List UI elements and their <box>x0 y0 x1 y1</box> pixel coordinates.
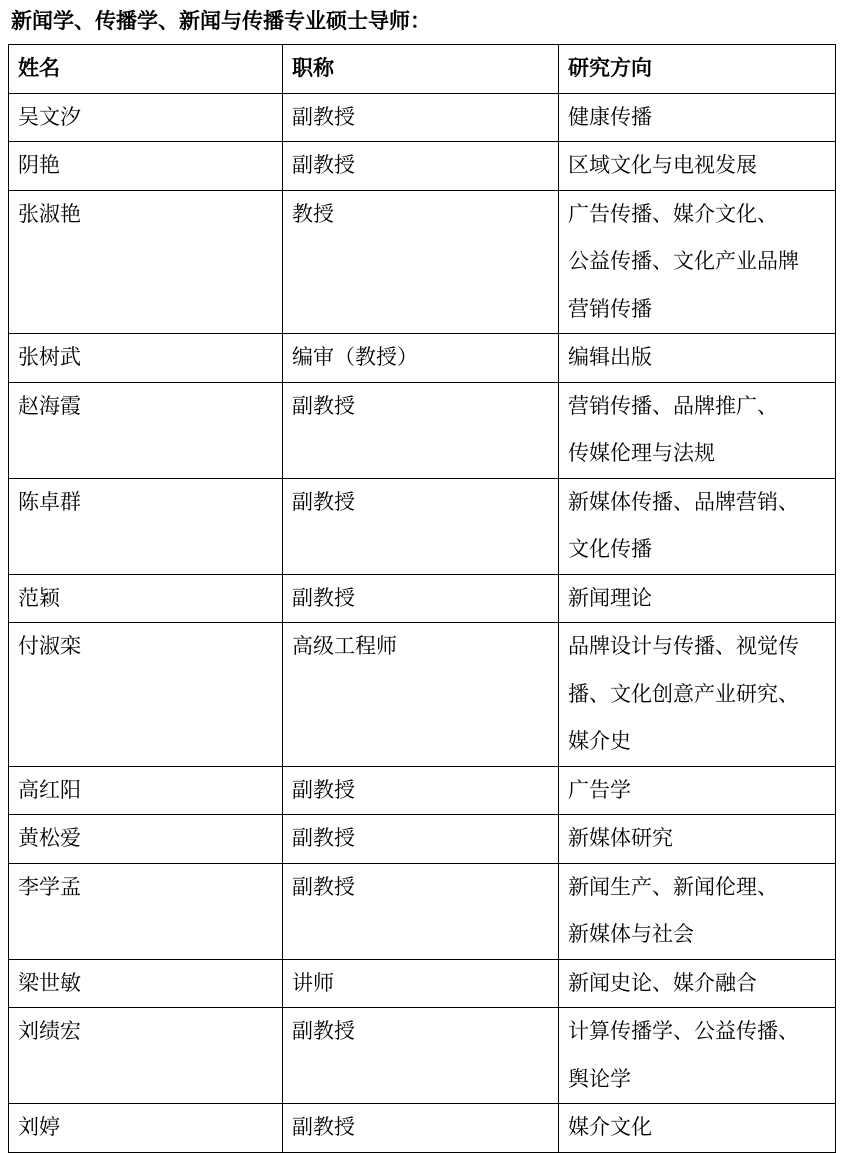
table-row <box>9 1008 836 1104</box>
research-line: 健康传播 <box>568 104 652 129</box>
cell-research <box>559 190 836 334</box>
research-line: 新媒体传播、品牌营销、 <box>568 489 799 514</box>
document-title: 新闻学、传播学、新闻与传播专业硕士导师： <box>11 9 431 33</box>
cell-name: 张淑艳 <box>9 190 283 334</box>
table-body <box>9 93 836 1152</box>
research-line: 舆论学 <box>568 1066 631 1091</box>
cell-title: 教授 <box>283 190 559 334</box>
cell-research <box>559 1104 836 1153</box>
table-row <box>9 93 836 142</box>
cell-title: 讲师 <box>283 959 559 1008</box>
cell-name: 阴艳 <box>9 142 283 191</box>
cell-name: 黄松爱 <box>9 815 283 864</box>
cell-research <box>559 93 836 142</box>
cell-name: 吴文汐 <box>9 93 283 142</box>
research-line: 媒介史 <box>568 729 631 753</box>
cell-title: 副教授 <box>283 382 559 478</box>
cell-name: 赵海霞 <box>9 382 283 478</box>
table-row <box>9 478 836 574</box>
research-line: 新闻生产、新闻伦理、 <box>568 874 778 899</box>
cell-title: 副教授 <box>283 815 559 864</box>
cell-research <box>559 478 836 574</box>
cell-title: 副教授 <box>283 1104 559 1153</box>
header-name: 姓名 <box>9 45 283 94</box>
cell-name: 陈卓群 <box>9 478 283 574</box>
faculty-table <box>8 44 836 1153</box>
cell-title: 副教授 <box>283 142 559 191</box>
table-row <box>9 1104 836 1153</box>
research-line: 传媒伦理与法规 <box>568 441 715 465</box>
cell-title: 副教授 <box>283 93 559 142</box>
cell-title: 副教授 <box>283 478 559 574</box>
table-row <box>9 574 836 623</box>
research-line: 新闻史论、媒介融合 <box>568 970 757 995</box>
cell-research <box>559 959 836 1008</box>
cell-research <box>559 382 836 478</box>
cell-title: 高级工程师 <box>283 623 559 767</box>
table-row <box>9 142 836 191</box>
cell-title: 副教授 <box>283 574 559 623</box>
research-line: 品牌设计与传播、视觉传 <box>568 634 799 658</box>
cell-name: 张树武 <box>9 334 283 383</box>
table-row <box>9 623 836 767</box>
research-line: 营销传播 <box>568 296 652 321</box>
cell-research <box>559 815 836 864</box>
cell-name: 范颖 <box>9 574 283 623</box>
research-line: 广告学 <box>568 777 631 802</box>
research-line: 文化传播 <box>568 537 652 561</box>
cell-name: 刘绩宏 <box>9 1008 283 1104</box>
cell-title: 副教授 <box>283 1008 559 1104</box>
cell-research <box>559 1008 836 1104</box>
research-line: 媒介文化 <box>568 1115 652 1139</box>
cell-research <box>559 623 836 767</box>
research-line: 播、文化创意产业研究、 <box>568 681 799 706</box>
table-row <box>9 382 836 478</box>
research-line: 计算传播学、公益传播、 <box>568 1019 799 1043</box>
cell-research <box>559 334 836 383</box>
cell-research <box>559 766 836 815</box>
research-line: 区域文化与电视发展 <box>568 153 757 177</box>
cell-name: 高红阳 <box>9 766 283 815</box>
table-row <box>9 959 836 1008</box>
research-line: 广告传播、媒介文化、 <box>568 201 778 226</box>
table-row <box>9 190 836 334</box>
research-line: 编辑出版 <box>568 345 652 369</box>
table-row <box>9 863 836 959</box>
cell-name: 李学孟 <box>9 863 283 959</box>
table-row <box>9 766 836 815</box>
research-line: 新媒体研究 <box>568 826 673 850</box>
cell-title: 副教授 <box>283 766 559 815</box>
cell-research <box>559 574 836 623</box>
table-row <box>9 815 836 864</box>
cell-name: 刘婷 <box>9 1104 283 1153</box>
cell-title: 副教授 <box>283 863 559 959</box>
research-line: 新闻理论 <box>568 585 652 610</box>
research-line: 新媒体与社会 <box>568 922 694 946</box>
cell-name: 梁世敏 <box>9 959 283 1008</box>
table-row <box>9 334 836 383</box>
research-line: 公益传播、文化产业品牌 <box>568 249 799 273</box>
table-header-row <box>9 45 836 94</box>
cell-name: 付淑栾 <box>9 623 283 767</box>
cell-title: 编审（教授） <box>283 334 559 383</box>
research-line: 营销传播、品牌推广、 <box>568 393 778 418</box>
cell-research <box>559 863 836 959</box>
header-title: 职称 <box>283 45 559 94</box>
cell-research <box>559 142 836 191</box>
header-research: 研究方向 <box>559 45 836 94</box>
